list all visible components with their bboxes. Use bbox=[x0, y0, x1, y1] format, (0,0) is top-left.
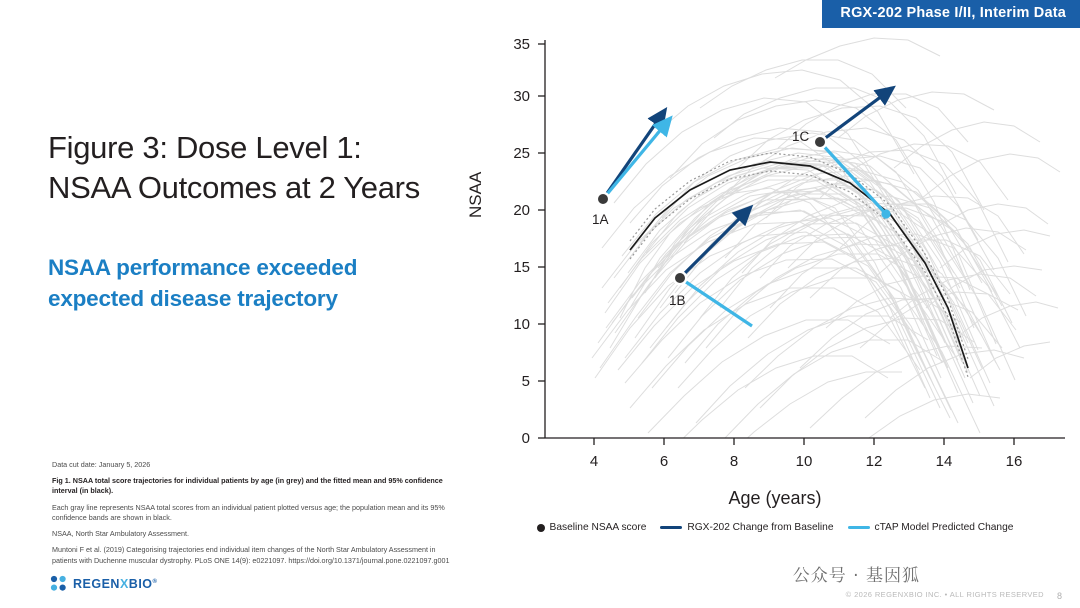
svg-text:15: 15 bbox=[513, 259, 530, 276]
header-banner-text: RGX-202 Phase I/II, Interim Data bbox=[840, 5, 1066, 21]
svg-text:30: 30 bbox=[513, 88, 530, 105]
legend-item-baseline bbox=[537, 522, 647, 533]
legend-line-cyan-icon bbox=[848, 526, 870, 529]
page-title: Figure 3: Dose Level 1: NSAA Outcomes at 2 Years bbox=[48, 130, 420, 205]
svg-text:20: 20 bbox=[513, 202, 530, 219]
patient-label-1A: 1A bbox=[592, 212, 609, 227]
svg-text:5: 5 bbox=[521, 373, 530, 390]
logo-wordmark bbox=[73, 577, 157, 591]
page-number: 8 bbox=[1056, 591, 1062, 601]
x-axis-label: Age (years) bbox=[728, 488, 822, 508]
chart-legend bbox=[470, 522, 1080, 533]
logo-text-1: REGEN bbox=[73, 576, 120, 591]
left-panel bbox=[0, 0, 470, 608]
endpoint-marker-1C bbox=[881, 209, 890, 218]
logo-mark-icon bbox=[50, 575, 67, 592]
baseline-marker-1B bbox=[674, 272, 686, 284]
svg-text:4: 4 bbox=[589, 453, 599, 470]
footnote-abbrev: NSAA, North Star Ambulatory Assessment. bbox=[52, 529, 190, 539]
svg-text:16: 16 bbox=[1005, 453, 1023, 470]
footnote-data-cut: Data cut date: January 5, 2026 bbox=[52, 460, 151, 469]
patient-1A-group bbox=[592, 113, 668, 227]
baseline-marker-1A bbox=[597, 193, 609, 205]
legend-label-ctap: cTAP Model Predicted Change bbox=[874, 522, 1014, 533]
regenxbio-logo bbox=[50, 575, 157, 592]
baseline-marker-1C bbox=[814, 136, 826, 148]
legend-line-navy-icon bbox=[660, 526, 682, 529]
copyright-text: © 2026 REGENXBIO INC. • ALL RIGHTS RESERVED bbox=[845, 590, 1044, 599]
svg-text:10: 10 bbox=[795, 453, 813, 470]
background-patient-trajectories bbox=[589, 38, 1060, 470]
svg-text:8: 8 bbox=[729, 453, 739, 470]
svg-text:10: 10 bbox=[513, 316, 530, 333]
logo-trademark: ® bbox=[152, 578, 158, 585]
logo-text-x: X bbox=[119, 576, 129, 591]
patient-label-1B: 1B bbox=[669, 293, 686, 308]
legend-dot-icon bbox=[537, 524, 545, 532]
logo-text-2: BIO bbox=[128, 576, 153, 591]
watermark: 公众号 · 基因狐 bbox=[792, 566, 920, 586]
chart-plot-area bbox=[470, 18, 1080, 488]
legend-label-rgx202: RGX-202 Change from Baseline bbox=[687, 522, 834, 533]
footnote-reference: Muntoni F et al. (2019) Categorising trajectories end individual item changes of the North Star Ambulatory Assessment in patients with Duchenne muscular dystrophy. PLoS ONE 14(9): e0221097. https://doi.org/10.1371/journal.pone.0221097.g001 bbox=[52, 545, 450, 565]
legend-item-ctap bbox=[848, 522, 1014, 533]
footnotes bbox=[52, 460, 452, 572]
svg-text:6: 6 bbox=[659, 453, 669, 470]
legend-item-rgx202 bbox=[660, 522, 833, 533]
y-axis-label: NSAA bbox=[466, 171, 485, 218]
svg-text:12: 12 bbox=[865, 453, 883, 470]
chart-figure bbox=[466, 18, 1080, 538]
footnote-fig-caption: Fig 1. NSAA total score trajectories for individual patients by age (in grey) and the fitted mean and 95% confidence interval (in black). bbox=[52, 476, 443, 496]
svg-text:25: 25 bbox=[513, 145, 530, 162]
footnote-gray-lines: Each gray line represents NSAA total scores from an individual patient plotted versus age; the population mean and its 95% confidence bands are shown in black. bbox=[52, 502, 445, 522]
page-subtitle: NSAA performance exceeded expected disease trajectory bbox=[48, 255, 358, 312]
x-ticks bbox=[590, 438, 1023, 470]
patient-label-1C: 1C bbox=[792, 129, 810, 144]
y-ticks bbox=[513, 36, 545, 447]
svg-text:0: 0 bbox=[521, 430, 530, 447]
legend-label-baseline: Baseline NSAA score bbox=[549, 522, 647, 533]
svg-text:35: 35 bbox=[513, 36, 530, 53]
svg-text:14: 14 bbox=[935, 453, 953, 470]
